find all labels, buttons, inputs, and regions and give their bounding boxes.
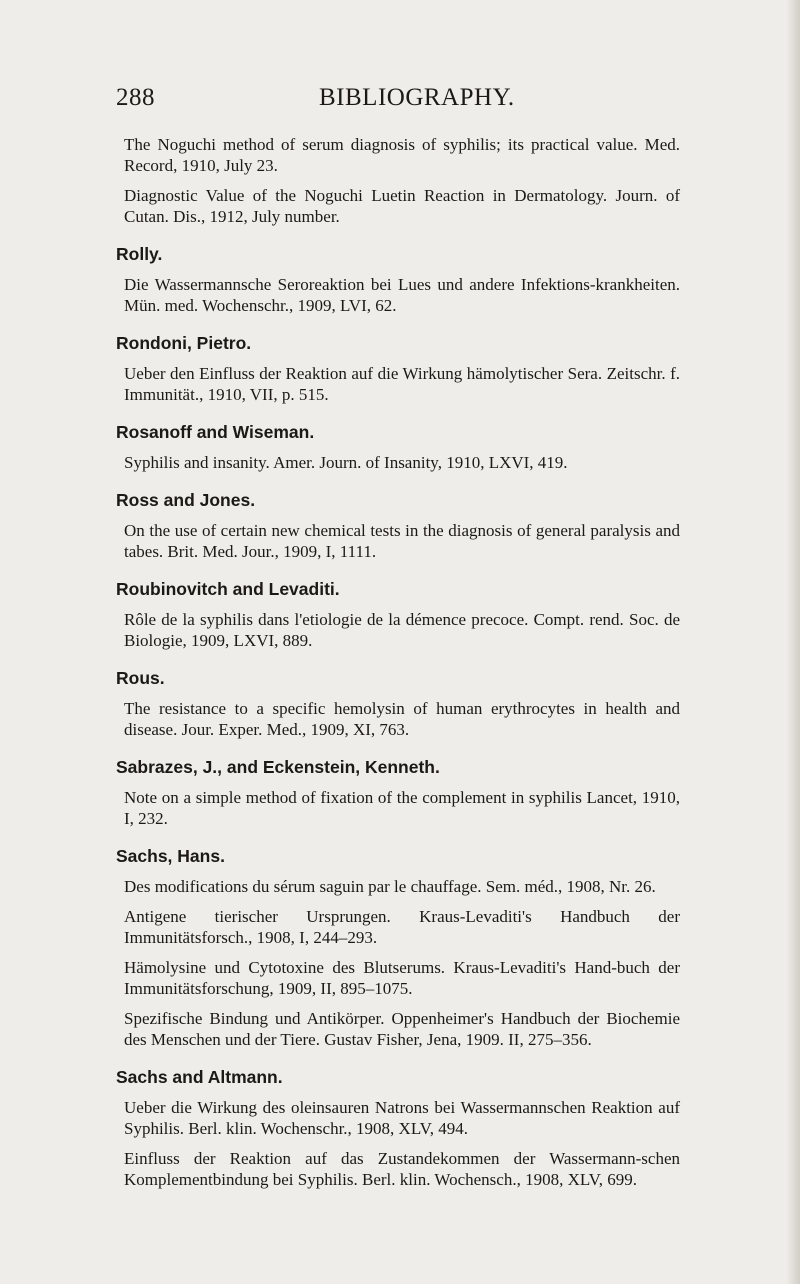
author-heading: Rous. (116, 668, 165, 688)
page-edge-shadow (786, 0, 800, 1284)
bibliography-group (124, 134, 680, 227)
author-heading: Rondoni, Pietro. (116, 333, 252, 353)
citation: The Noguchi method of serum diagnosis of syphilis; its practical value. Med. Record, 1910, July 23. (124, 135, 680, 175)
citation: Spezifische Bindung und Antikörper. Oppenheimer's Handbuch der Biochemie des Menschen und der Tiere. Gustav Fisher, Jena, 1909. II, 275–356. (124, 1009, 680, 1049)
citation: Antigene tierischer Ursprungen. Kraus-Levaditi's Handbuch der Immunitätsforsch., 1908, I, 244–293. (124, 907, 680, 947)
citation: Einfluss der Reaktion auf das Zustandekommen der Wassermann-schen Komplementbindung bei Syphilis. Berl. klin. Wochensch., 1908, XLV, 699. (124, 1149, 680, 1189)
author-heading: Sachs, Hans. (116, 846, 225, 866)
bibliography-group (116, 578, 680, 651)
bibliography-group (116, 845, 680, 1050)
citation: Syphilis and insanity. Amer. Journ. of Insanity, 1910, LXVI, 419. (124, 453, 568, 472)
citation: Hämolysine und Cytotoxine des Blutserums. Kraus-Levaditi's Hand-buch der Immunitätsforschung, 1909, II, 895–1075. (124, 958, 680, 998)
citation: Ueber die Wirkung des oleinsauren Natrons bei Wassermannschen Reaktion auf Syphilis. Berl. klin. Wochenschr., 1908, XLV, 494. (124, 1098, 680, 1138)
author-heading: Ross and Jones. (116, 490, 256, 510)
citation: The resistance to a specific hemolysin of human erythrocytes in health and disease. Jour. Exper. Med., 1909, XI, 763. (124, 699, 680, 739)
citation: Die Wassermannsche Seroreaktion bei Lues und andere Infektions-krankheiten. Mün. med. Wochenschr., 1909, LVI, 62. (124, 275, 680, 315)
author-heading: Rosanoff and Wiseman. (116, 422, 315, 442)
author-heading: Sabrazes, J., and Eckenstein, Kenneth. (116, 757, 440, 777)
bibliography-group (116, 1066, 680, 1190)
citation: Ueber den Einfluss der Reaktion auf die Wirkung hämolytischer Sera. Zeitschr. f. Immunität., 1910, VII, p. 515. (124, 364, 680, 404)
running-head (116, 84, 676, 118)
page-number: 288 (116, 84, 155, 111)
author-heading: Rolly. (116, 244, 163, 264)
bibliography-group (116, 667, 680, 740)
author-heading: Roubinovitch and Levaditi. (116, 579, 340, 599)
citation: Diagnostic Value of the Noguchi Luetin Reaction in Dermatology. Journ. of Cutan. Dis., 1912, July number. (124, 186, 680, 226)
author-heading: Sachs and Altmann. (116, 1067, 283, 1087)
bibliography-group (116, 756, 680, 829)
citation: On the use of certain new chemical tests in the diagnosis of general paralysis and tabes. Brit. Med. Jour., 1909, I, 1111. (124, 521, 680, 561)
bibliography-group (116, 243, 680, 316)
bibliography-group (116, 332, 680, 405)
bibliography-group (116, 421, 680, 473)
citation: Note on a simple method of fixation of the complement in syphilis Lancet, 1910, I, 232. (124, 788, 680, 828)
bibliography-list (116, 134, 680, 1199)
citation: Des modifications du sérum saguin par le chauffage. Sem. méd., 1908, Nr. 26. (124, 877, 656, 896)
citation: Rôle de la syphilis dans l'etiologie de la démence precoce. Compt. rend. Soc. de Biologie, 1909, LXVI, 889. (124, 610, 680, 650)
page-title: BIBLIOGRAPHY. (319, 84, 515, 111)
bibliography-group (116, 489, 680, 562)
